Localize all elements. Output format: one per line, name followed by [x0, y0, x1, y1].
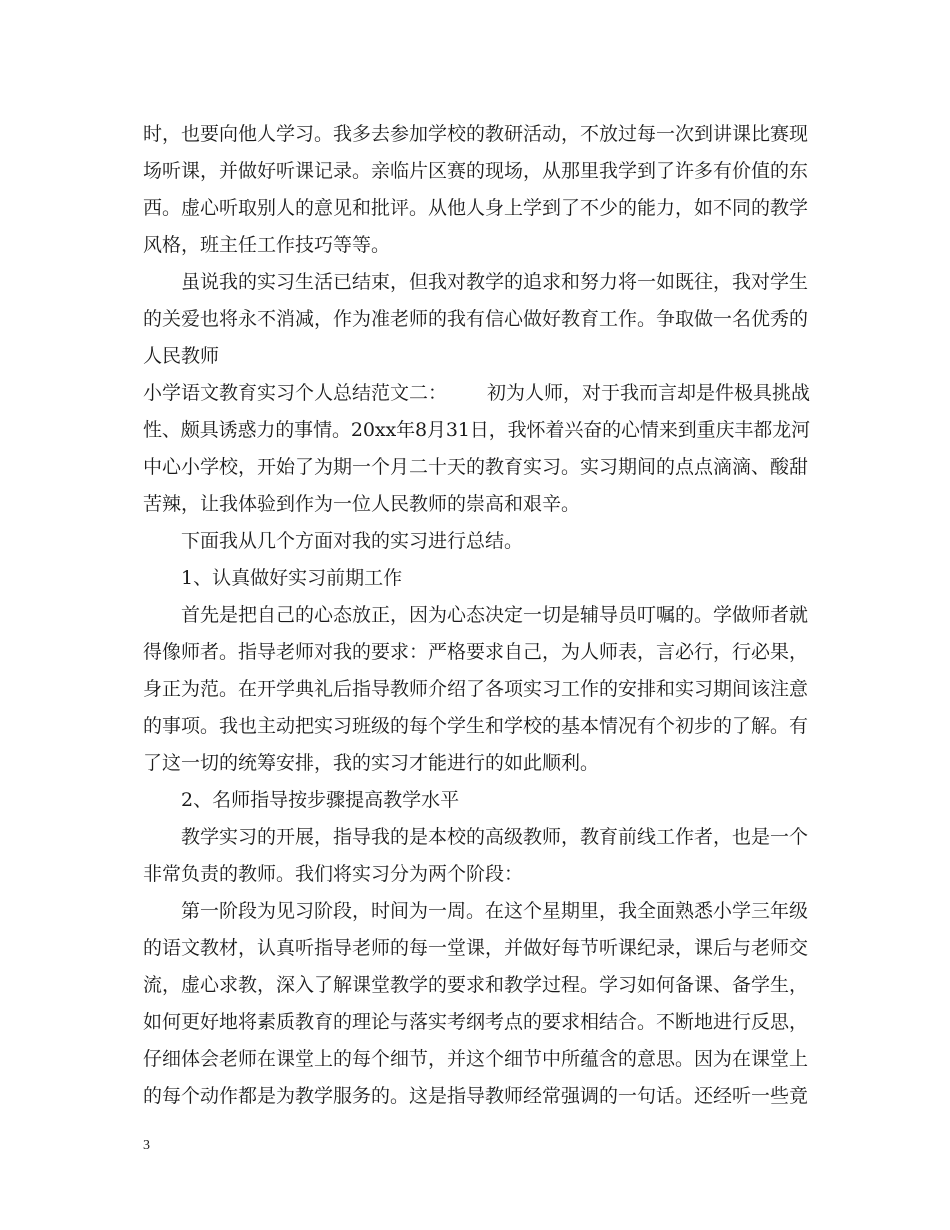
- document-body: [143, 116, 810, 1115]
- text-line: 风格，班主任工作技巧等等。: [143, 234, 391, 256]
- text-line: 虽说我的实习生活已结束，但我对教学的追求和努力将一如既往，我对学生: [181, 271, 809, 293]
- text-line: 场听课，并做好听课记录。亲临片区赛的现场，从那里我学到了许多有价值的东: [143, 160, 809, 182]
- text-line: 的事项。我也主动把实习班级的每个学生和学校的基本情况有个初步的了解。有: [143, 715, 809, 737]
- text-line: 西。虚心听取别人的意见和批评。从他人身上学到了不少的能力，如不同的教学: [143, 197, 809, 219]
- text-line: 首先是把自己的心态放正，因为心态决定一切是辅导员叮嘱的。学做师者就: [181, 604, 809, 626]
- text-line: 身正为范。在开学典礼后指导教师介绍了各项实习工作的安排和实习期间该注意: [143, 678, 809, 700]
- text-line: 了这一切的统筹安排，我的实习才能进行的如此顺利。: [143, 752, 600, 774]
- text-line: 的关爱也将永不消减，作为准老师的我有信心做好教育工作。争取做一名优秀的: [143, 308, 809, 330]
- page-number: 3: [143, 1138, 150, 1153]
- text-line: 教学实习的开展，指导我的是本校的高级教师，教育前线工作者，也是一个: [181, 826, 809, 848]
- section-title: 小学语文教育实习个人总结范文二：: [143, 382, 447, 404]
- text-line: 时，也要向他人学习。我多去参加学校的教研活动，不放过每一次到讲课比赛现: [143, 123, 809, 145]
- text-line: 第一阶段为见习阶段，时间为一周。在这个星期里，我全面熟悉小学三年级: [181, 900, 809, 922]
- section-intro: 初为人师，对于我而言却是件极具挑战: [487, 382, 810, 404]
- text-line: 仔细体会老师在课堂上的每个细节，并这个细节中所蕴含的意思。因为在课堂上: [143, 1048, 809, 1070]
- text-line: 人民教师: [143, 345, 220, 367]
- text-line: 性、颇具诱惑力的事情。20xx年8月31日，我怀着兴奋的心情来到重庆丰都龙河: [143, 419, 810, 441]
- text-line: 如何更好地将素质教育的理论与落实考纲考点的要求相结合。不断地进行反思，: [143, 1011, 809, 1033]
- text-line: 的语文教材，认真听指导老师的每一堂课，并做好每节听课纪录，课后与老师交: [143, 937, 809, 959]
- text-line: 得像师者。指导老师对我的要求：严格要求自己，为人师表，言必行，行必果，: [143, 641, 809, 663]
- text-line: 下面我从几个方面对我的实习进行总结。: [181, 530, 524, 552]
- text-line: 苦辣，让我体验到作为一位人民教师的崇高和艰辛。: [143, 493, 581, 515]
- text-line: 非常负责的教师。我们将实习分为两个阶段：: [143, 863, 524, 885]
- text-line: 的每个动作都是为教学服务的。这是指导教师经常强调的一句话。还经听一些竟: [143, 1085, 809, 1107]
- text-line: 中心小学校，开始了为期一个月二十天的教育实习。实习期间的点点滴滴、酸甜: [143, 456, 809, 478]
- heading-line: 2、名师指导按步骤提高教学水平: [181, 789, 460, 811]
- section-title-line: [143, 375, 810, 412]
- heading-line: 1、认真做好实习前期工作: [181, 567, 403, 589]
- text-line: 流，虚心求教，深入了解课堂教学的要求和教学过程。学习如何备课、备学生，: [143, 974, 809, 996]
